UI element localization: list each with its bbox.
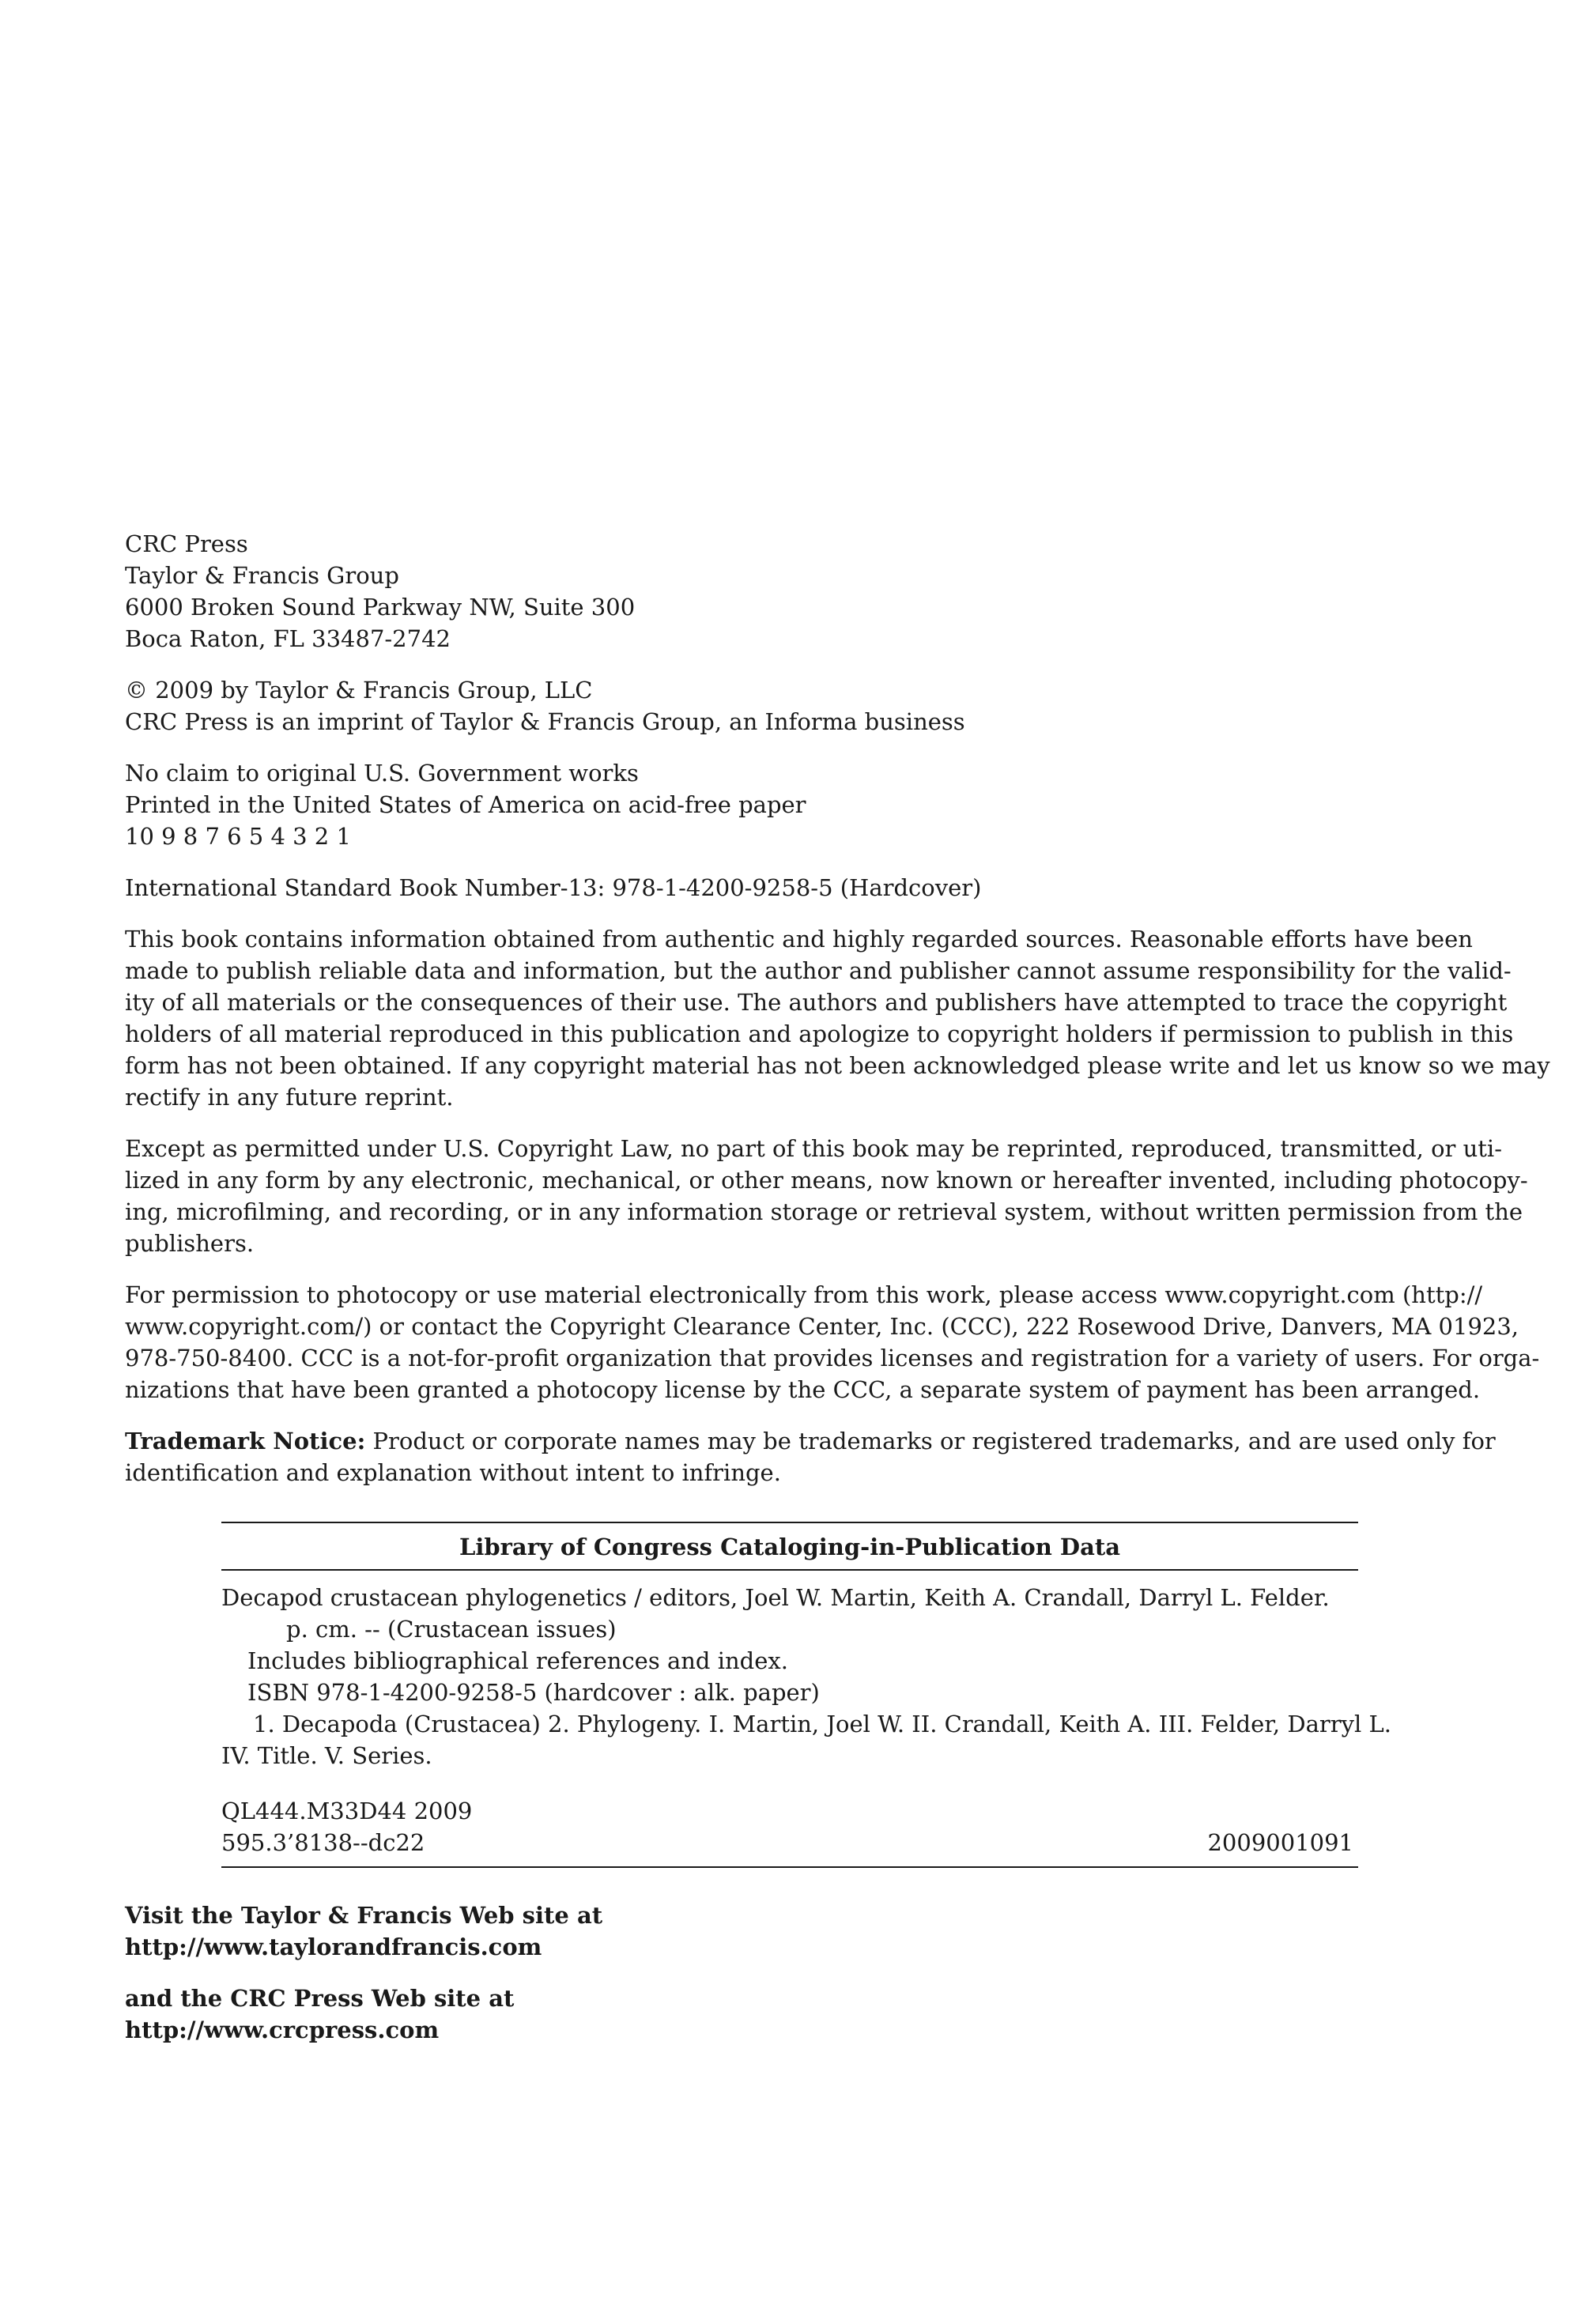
paragraph-line: lized in any form by any electronic, mechanical, or other means, now known or hereafter invented, including photocopy-	[125, 1167, 1528, 1194]
paragraph-line: This book contains information obtained from authentic and highly regarded sources. Reasonable efforts have been	[125, 926, 1473, 953]
crc-website-link[interactable]: http://www.crcpress.com	[125, 2017, 440, 2043]
publisher-name: CRC Press	[125, 530, 248, 557]
cip-subjects: 1. Decapoda (Crustacea) 2. Phylogeny. I. Martin, Joel W. II. Crandall, Keith A. III. Felder, Darryl L.	[253, 1711, 1391, 1737]
paragraph-line: identification and explanation without intent to infringe.	[125, 1459, 781, 1486]
paragraph-line: 978-750-8400. CCC is a not-for-profit organization that provides licenses and registration for a variety of users. For orga-	[125, 1345, 1540, 1371]
isbn-line: International Standard Book Number-13: 978-1-4200-9258-5 (Hardcover)	[125, 874, 982, 901]
copyright-line: © 2009 by Taylor & Francis Group, LLC	[125, 677, 593, 704]
trademark-label: Trademark Notice:	[125, 1428, 366, 1454]
paragraph-line	[125, 1425, 1496, 1457]
printing-info	[125, 757, 1455, 852]
trademark-text: Product or corporate names may be trademarks or registered trademarks, and are used only for	[372, 1428, 1496, 1454]
paragraph-line: Except as permitted under U.S. Copyright Law, no part of this book may be reprinted, reproduced, transmitted, or uti-	[125, 1135, 1503, 1162]
paragraph-line: form has not been obtained. If any copyright material has not been acknowledged please write and let us know so we may	[125, 1052, 1550, 1079]
crc-website-label: and the CRC Press Web site at	[125, 1985, 515, 2012]
cip-includes: Includes bibliographical references and index.	[247, 1647, 788, 1674]
publisher-address-line1: 6000 Broken Sound Parkway NW, Suite 300	[125, 594, 636, 621]
cip-lccn: 2009001091	[1207, 1829, 1353, 1856]
cip-data-box	[221, 1522, 1391, 1868]
cip-body	[221, 1571, 1391, 1858]
copyright-law-paragraph	[125, 1133, 1528, 1259]
cip-dewey: 595.3’8138--dc22	[221, 1829, 425, 1856]
paragraph-line: publishers.	[125, 1230, 255, 1257]
government-works-line: No claim to original U.S. Government works	[125, 760, 639, 787]
printing-number-line: 10 9 8 7 6 5 4 3 2 1	[125, 823, 351, 850]
crc-website	[125, 1983, 1455, 2046]
permission-paragraph	[125, 1279, 1540, 1405]
cip-main-entry: Decapod crustacean phylogenetics / editors, Joel W. Martin, Keith A. Crandall, Darryl L. Felder.	[221, 1584, 1330, 1611]
publisher-address	[125, 528, 1455, 655]
paragraph-line: ity of all materials or the consequences of their use. The authors and publishers have attempted to trace the copyright	[125, 989, 1508, 1016]
trademark-notice	[125, 1425, 1496, 1488]
cip-physical: p. cm. -- (Crustacean issues)	[286, 1616, 617, 1643]
tf-website-label: Visit the Taylor & Francis Web site at	[125, 1902, 603, 1929]
paragraph-line: rectify in any future reprint.	[125, 1084, 454, 1111]
publisher-address-line2: Boca Raton, FL 33487-2742	[125, 625, 451, 652]
paragraph-line: For permission to photocopy or use material electronically from this work, please access www.copyright.com (http://	[125, 1281, 1483, 1308]
paragraph-line: nizations that have been granted a photocopy license by the CCC, a separate system of payment has been arranged.	[125, 1376, 1481, 1403]
printed-in-line: Printed in the United States of America on acid-free paper	[125, 791, 806, 818]
tf-website-link[interactable]: http://www.taylorandfrancis.com	[125, 1934, 542, 1960]
cip-call-row	[221, 1827, 1353, 1858]
paragraph-line: made to publish reliable data and information, but the author and publisher cannot assume responsibility for the valid-	[125, 957, 1512, 984]
paragraph-line: holders of all material reproduced in this publication and apologize to copyright holders if permission to publish in this	[125, 1021, 1514, 1047]
copyright-page	[125, 528, 1550, 2046]
isbn-block	[125, 872, 1455, 904]
paragraph-line: ing, microfilming, and recording, or in any information storage or retrieval system, without written permission from the	[125, 1198, 1523, 1225]
paragraph-line: www.copyright.com/) or contact the Copyright Clearance Center, Inc. (CCC), 222 Rosewood Drive, Danvers, MA 01923,	[125, 1313, 1519, 1340]
sources-paragraph	[125, 923, 1550, 1113]
tf-website	[125, 1900, 1455, 1963]
copyright-notice	[125, 674, 1455, 738]
imprint-line: CRC Press is an imprint of Taylor & Francis Group, an Informa business	[125, 708, 965, 735]
cip-lc-class: QL444.M33D44 2009	[221, 1798, 473, 1824]
cip-subjects-cont: IV. Title. V. Series.	[221, 1742, 432, 1769]
cip-isbn: ISBN 978-1-4200-9258-5 (hardcover : alk. paper)	[247, 1679, 820, 1706]
publisher-group: Taylor & Francis Group	[125, 562, 399, 589]
cip-title: Library of Congress Cataloging-in-Publication Data	[459, 1534, 1121, 1560]
